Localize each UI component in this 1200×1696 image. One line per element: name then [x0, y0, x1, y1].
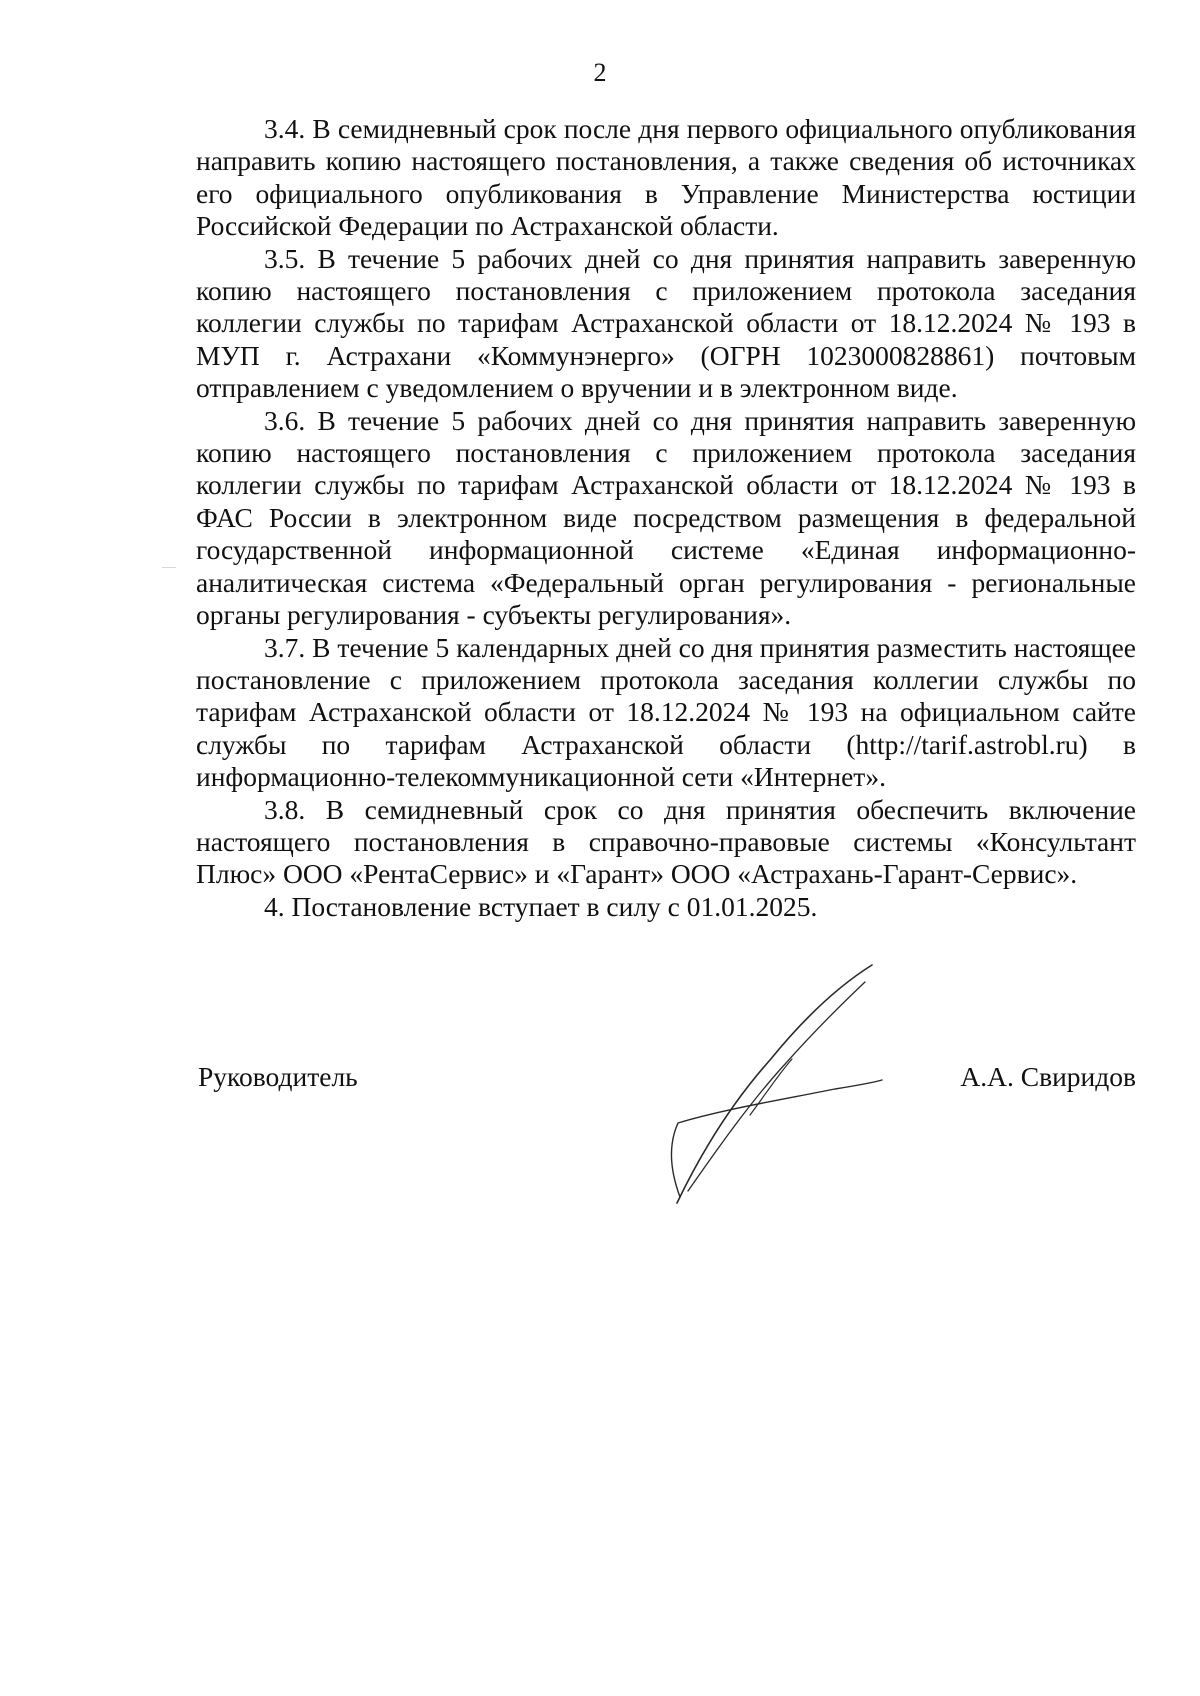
- paragraph-3-7: 3.7. В течение 5 календарных дней со дня принятия разместить настоящее постановление с приложением протокола заседания коллегии службы по тарифам Астраханской области от 18.12.2024 № 193 на официальном сайте службы по тарифам Астраханской области (http://tarif.astrobl.ru) в информационно-телекоммуникационной сети «Интернет».: [196, 631, 1136, 793]
- signatory-title: Руководитель: [198, 1061, 358, 1092]
- signature-block: [196, 1060, 1136, 1100]
- paragraph-3-5: 3.5. В течение 5 рабочих дней со дня принятия направить заверенную копию настоящего постановления с приложением протокола заседания коллегии службы по тарифам Астраханской области от 18.12.2024 № 193 в МУП г. Астрахани «Коммунэнерго» (ОГРН 1023000828861) почтовым отправлением с уведомлением о вручении и в электронном виде.: [196, 242, 1136, 404]
- scan-artifact: [162, 567, 176, 568]
- paragraph-3-4: 3.4. В семидневный срок после дня первого официального опубликования направить копию настоящего постановления, а также сведения об источниках его официального опубликования в Управление Министерства юстиции Российской Федерации по Астраханской области.: [196, 113, 1136, 242]
- paragraph-4: 4. Постановление вступает в силу с 01.01.2025.: [264, 890, 818, 922]
- paragraph-3-6: 3.6. В течение 5 рабочих дней со дня принятия направить заверенную копию настоящего постановления с приложением протокола заседания коллегии службы по тарифам Астраханской области от 18.12.2024 № 193 в ФАС России в электронном виде посредством размещения в федеральной государственной информационной системе «Единая информационно-аналитическая система «Федеральный орган регулирования - региональные органы регулирования - субъекты регулирования».: [196, 404, 1136, 631]
- page-number: 2: [593, 58, 607, 87]
- paragraph-3-8: 3.8. В семидневный срок со дня принятия обеспечить включение настоящего постановления в справочно-правовые системы «Консультант Плюс» ООО «РентаСервис» и «Гарант» ООО «Астрахань-Гарант-Сервис».: [196, 793, 1136, 890]
- signatory-name: А.А. Свиридов: [960, 1061, 1136, 1092]
- document-body: [196, 113, 1136, 923]
